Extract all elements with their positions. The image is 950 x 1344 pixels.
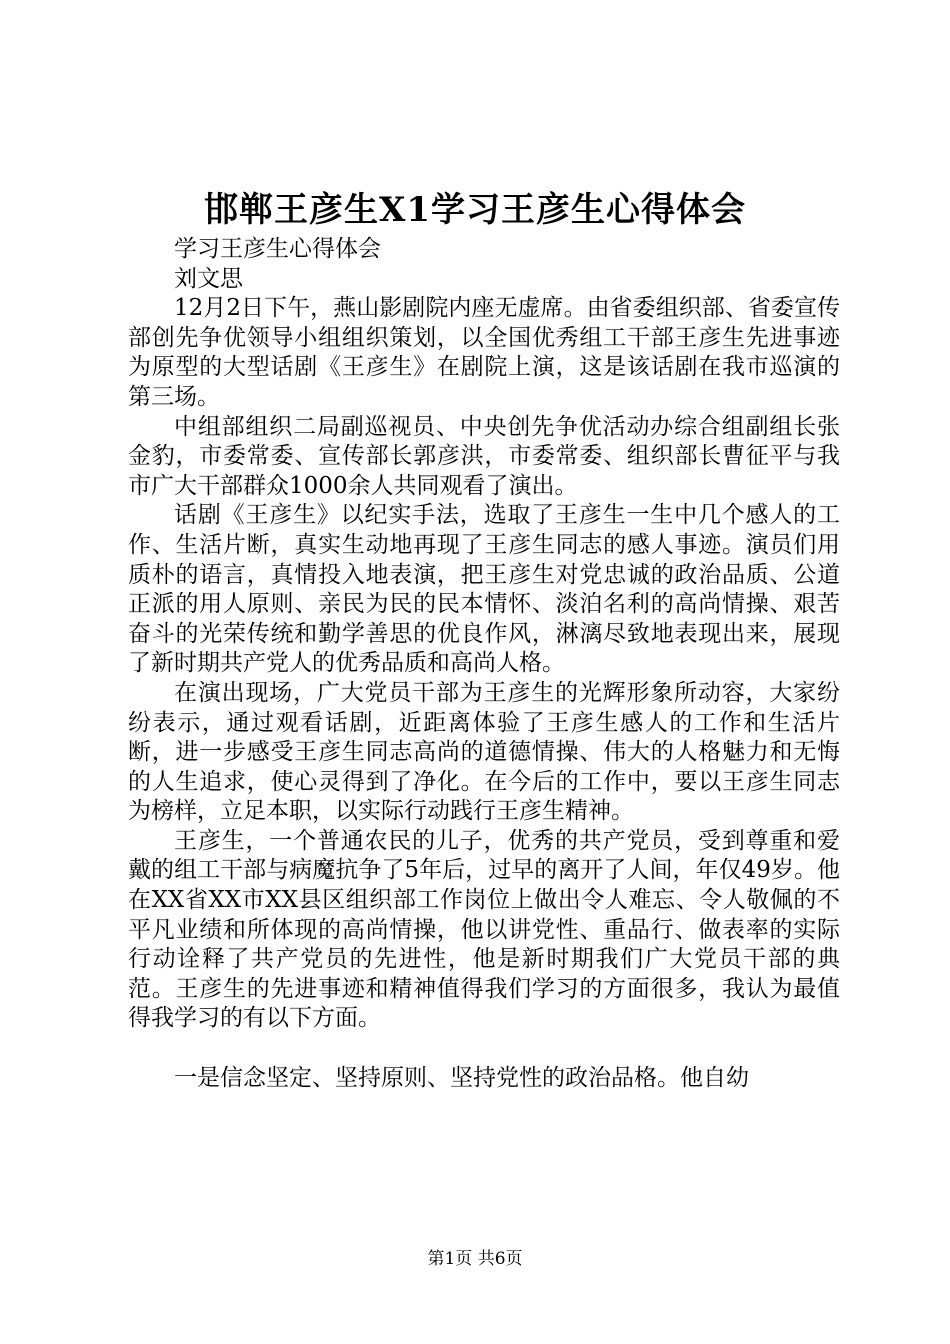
body-paragraph: 话剧《王彦生》以纪实手法，选取了王彦生一生中几个感人的工作、生活片断，真实生动地再现了王彦生同志的感人事迹。演员们用质朴的语言，真情投入地表演，把王彦生对党忠诚的政治品质、公道正派的用人原则、亲民为民的民本情怀、淡泊名利的高尚情操、艰苦奋斗的光荣传统和勤学善思的优良作风，淋漓尽致地表现出来，展现了新时期共产党人的优秀品质和高尚人格。 bbox=[128, 502, 840, 677]
page-title: 邯郸王彦生X1学习王彦生心得体会 bbox=[203, 190, 747, 230]
body-paragraph: 一是信念坚定、坚持原则、坚持党性的政治品格。他自幼 bbox=[174, 1064, 749, 1091]
body-paragraph: 12月2日下午，燕山影剧院内座无虚席。由省委组织部、省委宣传部创先争优领导小组组织策划，以全国优秀组工干部王彦生先进事迹为原型的大型话剧《王彦生》在剧院上演，这是该话剧在我市巡演的第三场。 bbox=[128, 295, 840, 410]
document-body bbox=[128, 235, 840, 1093]
page-footer: 第1页 共6页 bbox=[427, 1249, 523, 1269]
body-paragraph: 在演出现场，广大党员干部为王彦生的光辉形象所动容，大家纷纷表示，通过观看话剧，近距离体验了王彦生感人的工作和生活片断，进一步感受王彦生同志高尚的道德情操、伟大的人格魅力和无悔的人生追求，使心灵得到了净化。在今后的工作中，要以王彦生同志为榜样，立足本职，以实际行动践行王彦生精神。 bbox=[128, 679, 840, 825]
author-line: 刘文思 bbox=[174, 265, 243, 292]
subtitle-line: 学习王彦生心得体会 bbox=[174, 236, 381, 262]
body-paragraph: 中组部组织二局副巡视员、中央创先争优活动办综合组副组长张金豹，市委常委、宣传部长郭彦洪，市委常委、组织部长曹征平与我市广大干部群众1000余人共同观看了演出。 bbox=[128, 413, 840, 499]
body-paragraph: 王彦生，一个普通农民的儿子，优秀的共产党员，受到尊重和爱戴的组工干部与病魔抗争了5年后，过早的离开了人间，年仅49岁。他在XX省XX市XX县区组织部工作岗位上做出令人难忘、令人敬佩的不平凡业绩和所体现的高尚情操，他以讲党性、重品行、做表率的实际行动诠释了共产党员的先进性，他是新时期我们广大党员干部的典范。王彦生的先进事迹和精神值得我们学习的方面很多，我认为最值得我学习的有以下方面。 bbox=[128, 827, 840, 1032]
